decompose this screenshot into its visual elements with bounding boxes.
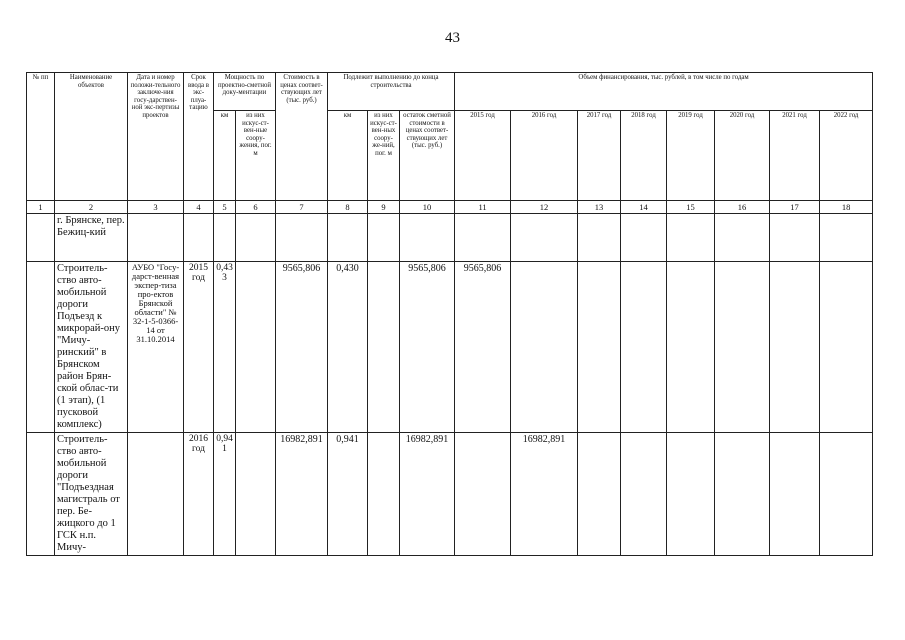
- header-financing: Объем финансирования, тыс. рублей, в том числе по годам: [455, 73, 873, 111]
- header-term: Срок ввода в экс-плуа-тацию: [184, 73, 214, 201]
- column-number: 4: [184, 201, 214, 214]
- remainder: 16982,891: [400, 433, 455, 556]
- year-value: [667, 214, 715, 262]
- term: 2016 год: [184, 433, 214, 556]
- capacity-km: 0,94 1: [214, 433, 236, 556]
- header-todo-km: км: [328, 111, 368, 201]
- year-value: [715, 262, 770, 433]
- header-artificial: из них искус-ст-вен-ные соору-жения, пог. м: [236, 111, 276, 201]
- year-value: [621, 214, 667, 262]
- remainder: [400, 214, 455, 262]
- column-number: 16: [715, 201, 770, 214]
- year-value: [455, 214, 511, 262]
- column-number: 1: [27, 201, 55, 214]
- row-num: [27, 262, 55, 433]
- todo-artificial: [368, 214, 400, 262]
- term: [184, 214, 214, 262]
- capacity-artificial: [236, 214, 276, 262]
- expertise: [128, 214, 184, 262]
- year-value: [455, 433, 511, 556]
- header-year: 2019 год: [667, 111, 715, 201]
- year-value: [621, 433, 667, 556]
- year-value: [820, 433, 873, 556]
- expertise: [128, 433, 184, 556]
- year-value: [578, 214, 621, 262]
- header-num: № пп: [27, 73, 55, 201]
- header-year: 2015 год: [455, 111, 511, 201]
- object-name: Строитель-ство авто-мобильной дороги "Подъездная магистраль от пер. Бе-жицкого до 1 ГСК н.п. Мичу-: [55, 433, 128, 556]
- column-number: 7: [276, 201, 328, 214]
- year-value: [511, 262, 578, 433]
- capacity-artificial: [236, 262, 276, 433]
- year-value: [770, 433, 820, 556]
- column-number: 14: [621, 201, 667, 214]
- todo-km: 0,430: [328, 262, 368, 433]
- object-name: Строитель-ство авто-мобильной дороги Подъезд к микрорай-ону "Мичу-ринский" в Брянском район Брян-ской облас-ти (1 этап), (1 пусковой комплекс): [55, 262, 128, 433]
- column-number: 17: [770, 201, 820, 214]
- year-value: [770, 262, 820, 433]
- todo-artificial: [368, 433, 400, 556]
- todo-km: 0,941: [328, 433, 368, 556]
- year-value: [621, 262, 667, 433]
- header-year: 2021 год: [770, 111, 820, 201]
- year-value: [715, 433, 770, 556]
- header-todo: Подлежит выполнению до конца строительства: [328, 73, 455, 111]
- header-capacity: Мощность по проектно-сметной доку-ментации: [214, 73, 276, 111]
- todo-artificial: [368, 262, 400, 433]
- term: 2015 год: [184, 262, 214, 433]
- todo-km: [328, 214, 368, 262]
- header-year: 2017 год: [578, 111, 621, 201]
- row-num: [27, 433, 55, 556]
- column-number: 11: [455, 201, 511, 214]
- table-row: [27, 433, 873, 556]
- remainder: 9565,806: [400, 262, 455, 433]
- column-number: 9: [368, 201, 400, 214]
- year-value: [770, 214, 820, 262]
- header-cost: Стоимость в ценах соответ-ствующих лет (тыс. руб.): [276, 73, 328, 201]
- header-km: км: [214, 111, 236, 201]
- objects-table: [26, 72, 873, 556]
- header-remainder: остаток сметной стоимости в ценах соответ-ствующих лет (тыс. руб.): [400, 111, 455, 201]
- column-number: 2: [55, 201, 128, 214]
- header-year: 2022 год: [820, 111, 873, 201]
- column-number: 6: [236, 201, 276, 214]
- cost: 16982,891: [276, 433, 328, 556]
- year-value: [715, 214, 770, 262]
- year-value: [578, 262, 621, 433]
- cost: 9565,806: [276, 262, 328, 433]
- year-value: [667, 433, 715, 556]
- table-row: [27, 262, 873, 433]
- cost: [276, 214, 328, 262]
- year-value: 9565,806: [455, 262, 511, 433]
- column-number: 10: [400, 201, 455, 214]
- year-value: [820, 214, 873, 262]
- column-number: 8: [328, 201, 368, 214]
- object-name: г. Брянске, пер. Бежиц-кий: [55, 214, 128, 262]
- year-value: 16982,891: [511, 433, 578, 556]
- header-year: 2020 год: [715, 111, 770, 201]
- year-value: [667, 262, 715, 433]
- column-number: 5: [214, 201, 236, 214]
- table-row: [27, 214, 873, 262]
- column-number: 12: [511, 201, 578, 214]
- expertise: АУБО "Госу-дарст-венная экспер-тиза про-ектов Брянской области" № 32-1-5-0366-14 от 31.10.2014: [128, 262, 184, 433]
- header-year: 2016 год: [511, 111, 578, 201]
- header-name: Наименование объектов: [55, 73, 128, 201]
- page-number: 43: [445, 30, 460, 46]
- header-year: 2018 год: [621, 111, 667, 201]
- capacity-km: 0,43 3: [214, 262, 236, 433]
- column-number: 13: [578, 201, 621, 214]
- capacity-artificial: [236, 433, 276, 556]
- row-num: [27, 214, 55, 262]
- year-value: [511, 214, 578, 262]
- header-todo-artificial: из них искус-ст-вен-ных соору-же-ний, пог. м: [368, 111, 400, 201]
- column-number: 18: [820, 201, 873, 214]
- capacity-km: [214, 214, 236, 262]
- header-date: Дата и номер положи-тельного заключе-ния госу-дарствен-ной экс-пертизы проектов: [128, 73, 184, 201]
- column-number: 15: [667, 201, 715, 214]
- column-number: 3: [128, 201, 184, 214]
- year-value: [578, 433, 621, 556]
- year-value: [820, 262, 873, 433]
- column-numbers-row: [27, 201, 873, 214]
